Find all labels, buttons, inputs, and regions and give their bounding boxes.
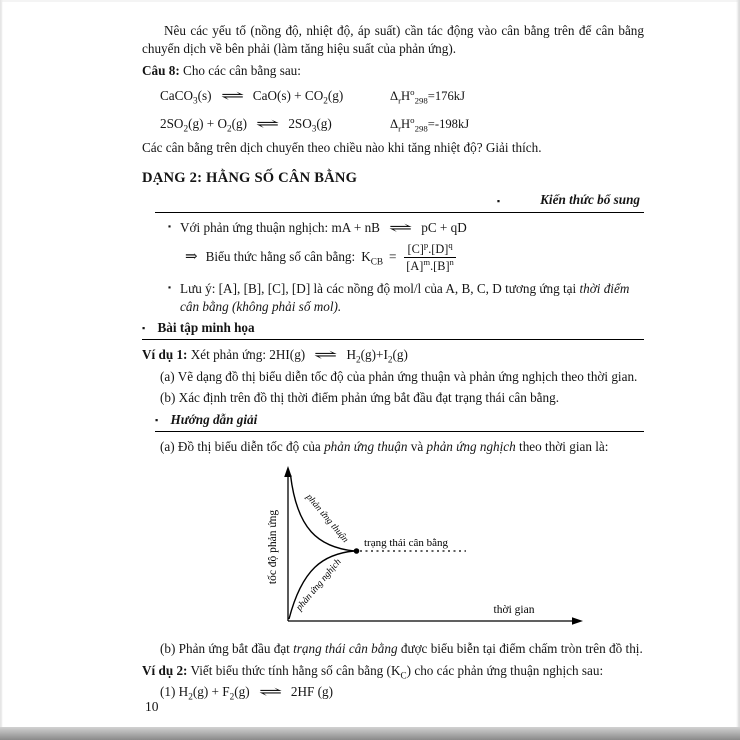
page-content — [142, 22, 644, 705]
square-bullet-icon: ▪ — [142, 322, 146, 333]
x-axis-label: thời gian — [493, 603, 535, 616]
equilibrium-label: trạng thái cân bằng — [364, 536, 448, 549]
bai-tap-header — [142, 319, 644, 340]
equation-so2: $2SO_2(g) + O_2(g)$ ⇌ $2SO_3(g)$ — [160, 116, 332, 134]
giai-part-a: (a) Đồ thị biểu diễn tốc độ của phản ứng thuận và phản ứng nghịch theo thời gian là: — [160, 439, 609, 455]
square-bullet-icon: ▪ — [155, 414, 159, 425]
page-number: 10 — [145, 699, 159, 714]
kcb-fraction — [404, 239, 455, 274]
enthalpy-value-1: $\Delta_rH^o_{298}=176kJ$ — [390, 86, 465, 106]
vi-du-1-part-a: (a) Vẽ dạng đồ thị biểu diễn tốc độ của phản ứng thuận và phản ứng nghịch theo thời gian. — [160, 368, 638, 384]
kien-thuc-header — [155, 191, 644, 212]
cau8-line — [142, 62, 644, 80]
equation-caco3: CaCO$_3$(s) ⇌ $CaO(s) + CO_2(g)$ — [160, 88, 344, 106]
vi-du-2-title: Ví dụ 2: Viết biểu thức tính hằng số cân bằng $(K_C)$ cho các phản ứng thuận nghịch sau: — [142, 662, 604, 681]
kcb-numerator: $[C]^p.[D]^q$ — [404, 242, 455, 259]
cau8-intro: Cho các cân bằng sau: — [183, 62, 301, 78]
cau8-label: Câu 8: — [142, 62, 180, 78]
rate-time-graph — [228, 461, 628, 633]
equilibrium-point-dot — [354, 548, 360, 554]
cau8-question: Các cân bằng trên dịch chuyển theo chiều nào khi tăng nhiệt độ? Giải thích. — [142, 140, 542, 156]
square-bullet-icon: ▪ — [168, 281, 172, 292]
equation-row-1 — [142, 83, 644, 109]
vi-du-2-equation-1: (1) $H_2(g) + F_2(g)$ ⇌ 2HF (g) — [160, 684, 334, 703]
intro-paragraph: Nêu các yếu tố (nồng độ, nhiệt độ, áp suất) cần tác động vào cân bằng trên để cân bằng chuyển dịch về bên phải (làm tăng hiệu suất của phản ứng). — [142, 23, 644, 57]
forward-curve-label: phản ứng thuận — [303, 492, 350, 545]
equation-row-2 — [142, 111, 644, 137]
reverse-curve-label: phản ứng nghịch — [294, 557, 344, 613]
list-item-thuan-nghich — [142, 219, 644, 238]
bai-tap-label: Bài tập minh họa — [157, 319, 255, 335]
huong-dan-label: Hướng dẫn giải — [170, 411, 258, 427]
rate-time-graph-container — [228, 461, 644, 638]
kcb-symbol — [361, 248, 383, 266]
kcb-denominator: $[A]^m.[B]^n$ — [406, 257, 454, 274]
x-axis-arrow-icon — [572, 617, 583, 625]
list-item-luu-y — [142, 280, 644, 317]
kcb-symbol-sub: CB — [370, 257, 384, 268]
kcb-expression — [142, 240, 644, 276]
page-edge-right — [736, 0, 740, 740]
implies-arrow-icon: ⇒ — [185, 249, 198, 266]
kcb-label: Biểu thức hằng số cân bằng: — [205, 249, 356, 265]
square-bullet-icon: ▪ — [168, 220, 172, 231]
kcb-equals: = — [389, 249, 397, 265]
page-edge-bottom — [0, 727, 740, 740]
list-item-text: Với phản ứng thuận nghịch: mA + nB ⇌ pC + qD — [180, 219, 467, 235]
page-edge-left — [0, 0, 3, 740]
section-heading-dang2: DẠNG 2: HẰNG SỐ CÂN BẰNG — [142, 169, 358, 186]
huong-dan-header — [155, 411, 644, 432]
kcb-symbol-k: K — [361, 249, 371, 265]
y-axis-label: tốc độ phản ứng — [267, 509, 279, 585]
giai-part-b: (b) Phản ứng bắt đầu đạt trạng thái cân bằng được biểu biễn tại điểm chấm tròn trên đồ thị. — [160, 641, 643, 657]
luu-y-text: Lưu ý: [A], [B], [C], [D] là các nồng độ mol/l của A, B, C, D tương ứng tại thời điểm cân bằng (không phải số mol). — [180, 280, 630, 315]
vi-du-1-title: Ví dụ 1: Xét phản ứng: 2HI(g) ⇌ $H_2(g)+I_2(g)$ — [142, 347, 408, 365]
square-bullet-icon: ▪ — [496, 196, 501, 207]
vi-du-1-part-b: (b) Xác định trên đồ thị thời điểm phản ứng bắt đầu đạt trạng thái cân bằng. — [160, 390, 560, 406]
enthalpy-value-2: $\Delta_rH^o_{298}=-198kJ$ — [390, 114, 470, 134]
kien-thuc-label: Kiến thức bổ sung — [540, 192, 640, 208]
